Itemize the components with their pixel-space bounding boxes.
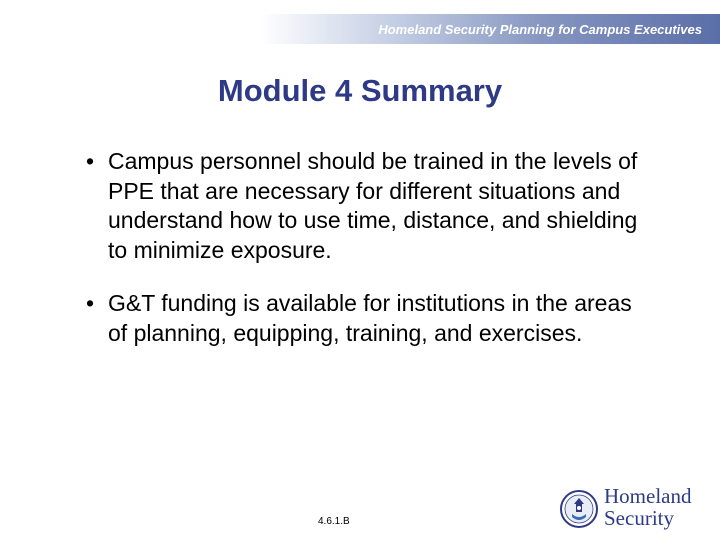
bullet-dot-icon: • <box>86 148 95 174</box>
bullet-list <box>86 147 646 348</box>
logo-word-line1: Homeland <box>604 484 692 508</box>
logo-word-line2: Security <box>604 506 674 530</box>
dhs-seal-icon <box>560 490 598 528</box>
slide-number: 4.6.1.B <box>318 516 350 527</box>
bullet-item <box>86 147 646 265</box>
header-title: Homeland Security Planning for Campus Executives <box>378 22 702 37</box>
bullet-dot-icon: • <box>86 290 95 316</box>
bullet-item <box>86 289 646 348</box>
dhs-logo <box>560 486 700 532</box>
bullet-text: G&T funding is available for institutions in the areas of planning, equipping, training, and exercises. <box>108 290 632 346</box>
bullet-text: Campus personnel should be trained in the levels of PPE that are necessary for different situations and understand how to use time, distance, and shielding to minimize exposure. <box>108 148 638 263</box>
slide-title: Module 4 Summary <box>217 73 503 108</box>
